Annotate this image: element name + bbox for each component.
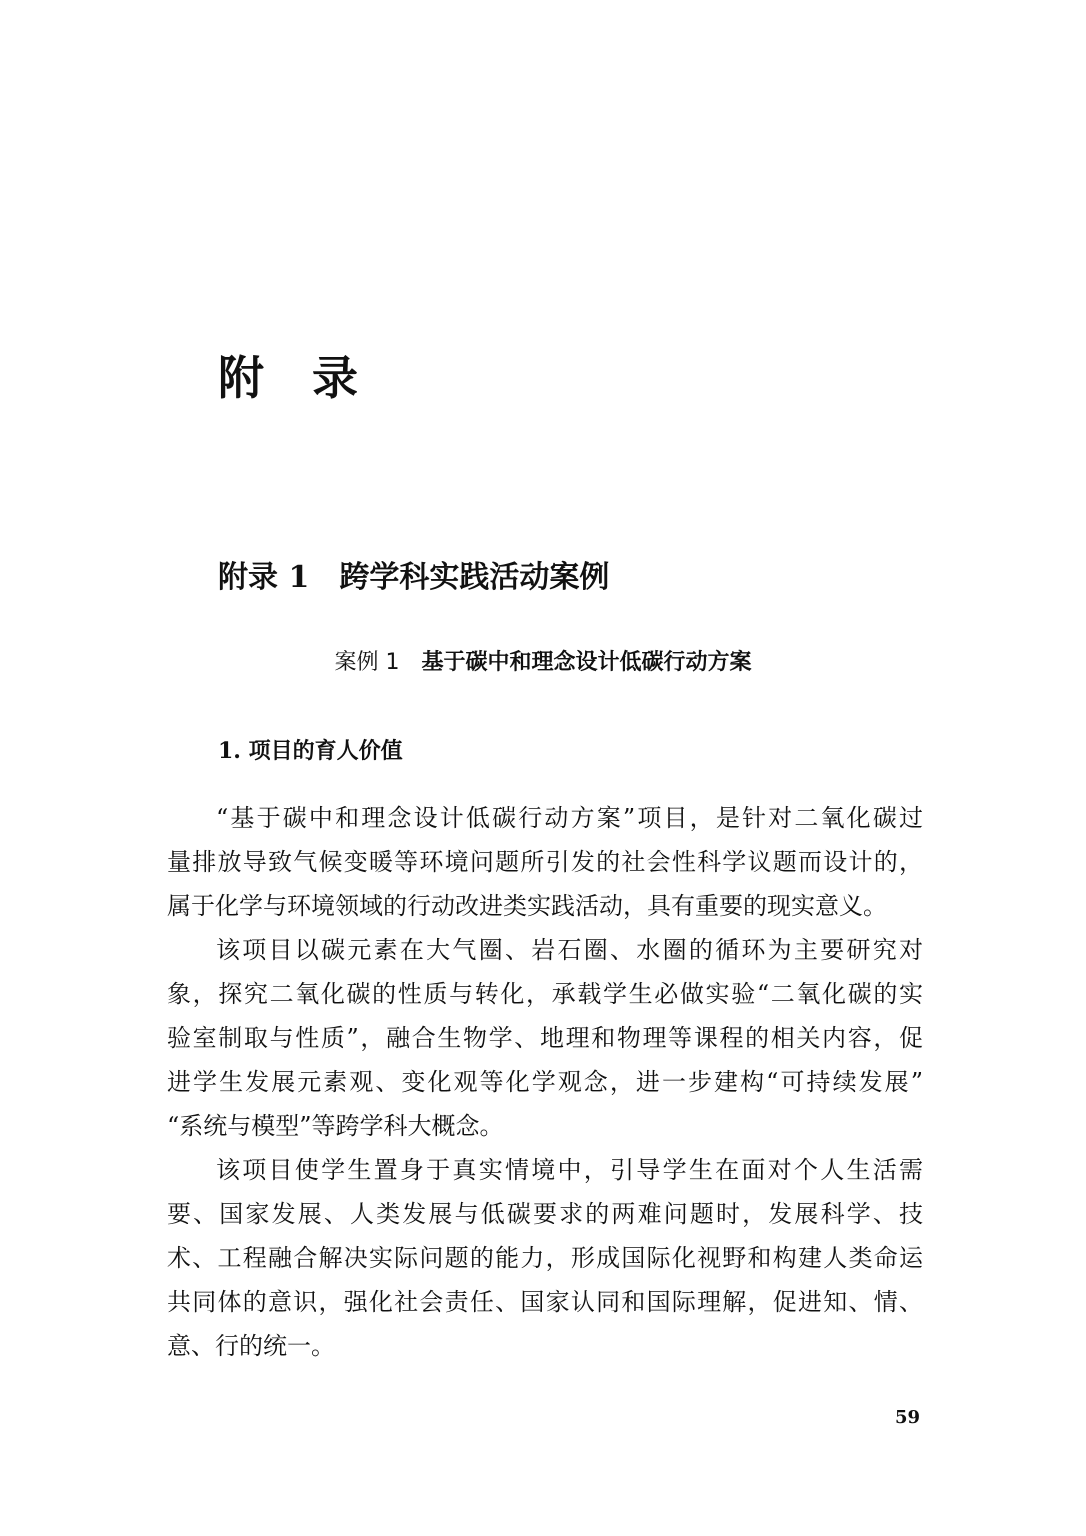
- paragraph-3-line-3: 术、工程融合解决实际问题的能力，形成国际化视野和构建人类命运: [167, 1244, 923, 1272]
- appendix-1-heading: [218, 556, 609, 600]
- section-heading: 1. 项目的育人价值: [218, 738, 403, 764]
- paragraph-3-line-2: 要、国家发展、人类发展与低碳要求的两难问题时，发展科学、技: [167, 1200, 923, 1228]
- case-1-heading: [0, 646, 1086, 680]
- case-number: 案例 1: [334, 650, 400, 675]
- case-title-text: 基于碳中和理念设计低碳行动方案: [421, 650, 752, 675]
- paragraph-1-line-2: 量排放导致气候变暖等环境问题所引发的社会性科学议题而设计的，: [167, 848, 923, 876]
- paragraph-3-line-4: 共同体的意识，强化社会责任、国家认同和国际理解，促进知、情、: [167, 1288, 923, 1316]
- appendix-main-title: 附录: [218, 351, 406, 405]
- paragraph-3-line-5: 意、行的统一。: [167, 1332, 335, 1360]
- paragraph-1-line-3: 属于化学与环境领域的行动改进类实践活动，具有重要的现实意义。: [167, 892, 887, 920]
- appendix-title-text: 跨学科实践活动案例: [339, 560, 610, 595]
- paragraph-1-line-1: “基于碳中和理念设计低碳行动方案”项目，是针对二氧化碳过: [216, 804, 923, 832]
- paragraph-2-line-1: 该项目以碳元素在大气圈、岩石圈、水圈的循环为主要研究对: [216, 936, 923, 964]
- paragraph-2-line-4: 进学生发展元素观、变化观等化学观念，进一步建构“可持续发展”: [167, 1068, 923, 1096]
- paragraph-2-line-2: 象，探究二氧化碳的性质与转化，承载学生必做实验“二氧化碳的实: [167, 980, 923, 1008]
- paragraph-2-line-3: 验室制取与性质”，融合生物学、地理和物理等课程的相关内容，促: [167, 1024, 923, 1052]
- paragraph-2-line-5: “系统与模型”等跨学科大概念。: [167, 1112, 504, 1140]
- paragraph-3-line-1: 该项目使学生置身于真实情境中，引导学生在面对个人生活需: [216, 1156, 923, 1184]
- page-number: 59: [894, 1407, 920, 1428]
- appendix-number: 附录 1: [218, 560, 310, 595]
